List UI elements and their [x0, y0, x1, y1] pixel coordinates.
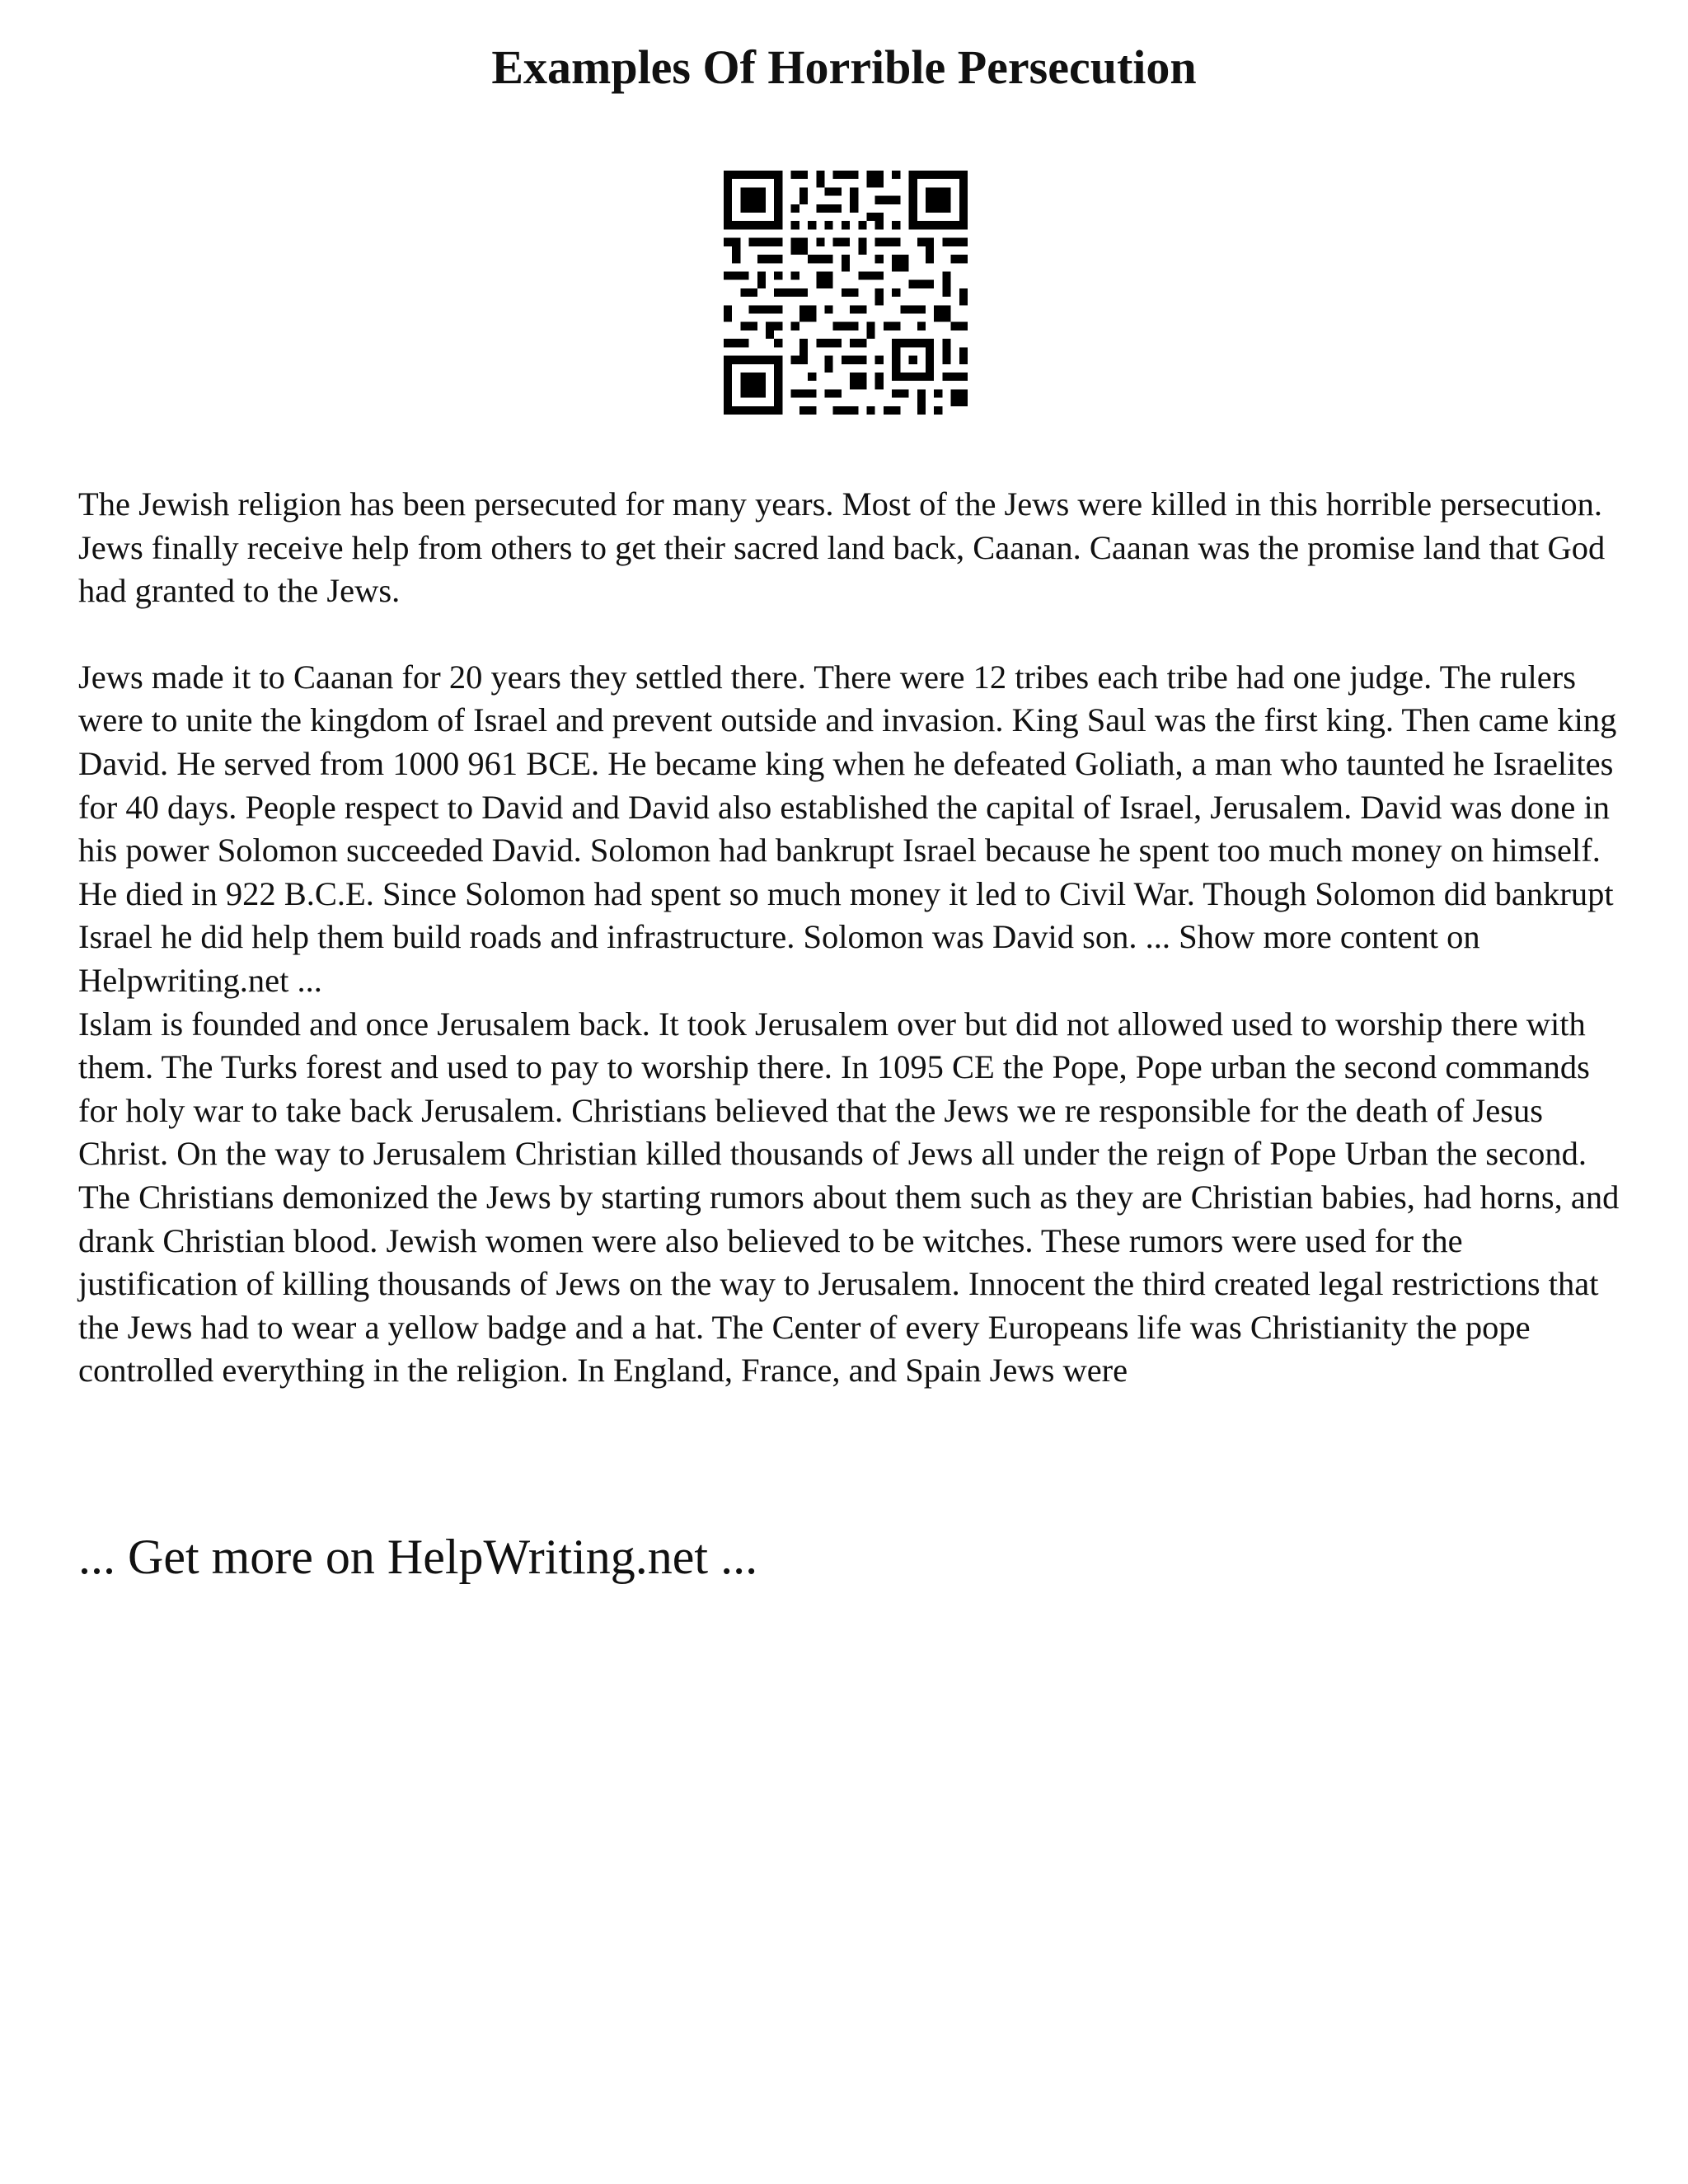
- qr-code-icon[interactable]: [724, 171, 968, 415]
- get-more-link[interactable]: ... Get more on HelpWriting.net ...: [78, 1530, 758, 1584]
- body-text: [78, 483, 1620, 1393]
- paragraph-intro: The Jewish religion has been persecuted for many years. Most of the Jews were killed in this horrible persecution. Jews finally receive help from others to get their sacred land back, Caanan. Caanan was the promise land that God had granted to the Jews.: [78, 485, 1606, 610]
- paragraph-islam: Islam is founded and once Jerusalem back. It took Jerusalem over but did not allowed used to worship there with them. The Turks forest and used to pay to worship there. In 1095 CE the Pope, Pope urban the second commands for holy war to take back Jerusalem. Christians believed that the Jews we re responsible for the death of Jesus Christ. On the way to Jerusalem Christian killed thousands of Jews all under the reign of Pope Urban the second. The Christians demonized the Jews by starting rumors about them such as they are Christian babies, had horns, and drank Christian blood. Jewish women were also believed to be witches. These rumors were used for the justification of killing thousands of Jews on the way to Jerusalem. Innocent the third created legal restrictions that the Jews had to wear a yellow badge and a hat. The Center of every Europeans life was Christianity the pope controlled everything in the religion. In England, France, and Spain Jews were: [78, 1005, 1620, 1390]
- document-title: Examples Of Horrible Persecution: [491, 40, 1197, 94]
- paragraph-caanan: Jews made it to Caanan for 20 years they settled there. There were 12 tribes each tribe had one judge. The rulers were to unite the kingdom of Israel and prevent outside and invasion. King Saul was the first king. Then came king David. He served from 1000 961 BCE. He became king when he defeated Goliath, a man who taunted he Israelites for 40 days. People respect to David and David also established the capital of Israel, Jerusalem. David was done in his power Solomon succeeded David. Solomon had bankrupt Israel because he spent too much money on himself. He died in 922 B.C.E. Since Solomon had spent so much money it led to Civil War. Though Solomon did bankrupt Israel he did help them build roads and infrastructure. Solomon was David son. ... Show more content on Helpwriting.net ...: [78, 658, 1617, 999]
